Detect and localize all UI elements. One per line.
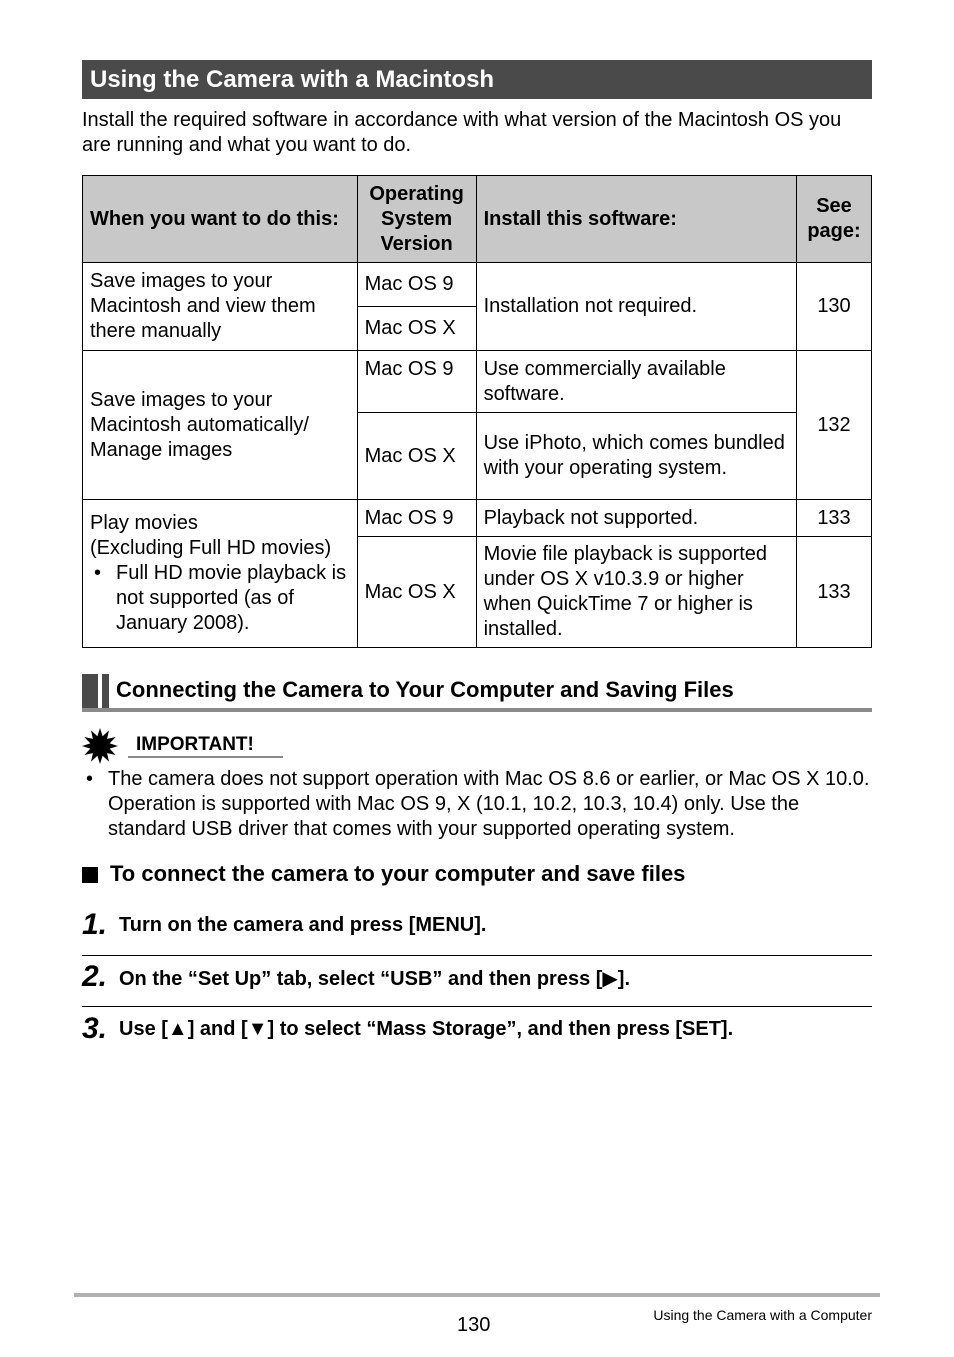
cell-os: Mac OS 9: [357, 500, 476, 537]
cell-want: Save images to your Macintosh and view them there manually: [83, 263, 358, 351]
cell-software: Use commercially available software.: [476, 351, 796, 413]
procedure-title: To connect the camera to your computer and save files: [110, 861, 686, 886]
black-square-icon: [82, 867, 98, 883]
cell-want: [83, 500, 358, 648]
step-number: 3.: [82, 1012, 108, 1045]
subsection-heading: [82, 674, 872, 712]
subsection-title: Connecting the Camera to Your Computer and Saving Files: [116, 677, 734, 702]
page-number: 130: [457, 1314, 491, 1336]
cell-software: Movie file playback is supported under OS X v10.3.9 or higher when QuickTime 7 or higher is installed.: [476, 537, 796, 648]
step-1: [82, 908, 872, 960]
important-underline: [128, 756, 283, 758]
step-text: Use [▲] and [▼] to select “Mass Storage”, and then press [SET].: [119, 1018, 734, 1040]
intro-text: Install the required software in accordance with what version of the Macintosh OS you are running and what you want to do.: [82, 109, 842, 156]
cell-os: Mac OS 9: [357, 351, 476, 413]
software-table: [82, 175, 872, 648]
heading-bar: [82, 674, 98, 712]
step-divider: [82, 955, 872, 956]
step-2: [82, 960, 872, 1012]
heading-bar: [102, 674, 109, 712]
cell-os: Mac OS 9: [357, 263, 476, 307]
cell-os: Mac OS X: [357, 537, 476, 648]
important-label: IMPORTANT!: [136, 734, 254, 755]
section-title: Using the Camera with a Macintosh: [82, 60, 872, 99]
procedure-heading: [82, 861, 685, 887]
bullet: •: [94, 562, 102, 584]
want-note: [90, 561, 350, 636]
cell-page: 132: [797, 351, 872, 500]
important-item: [82, 767, 872, 842]
important-callout: [82, 728, 287, 762]
step-text: On the “Set Up” tab, select “USB” and then press [▶].: [119, 968, 631, 990]
step-3: [82, 1012, 872, 1064]
table-row: [83, 351, 872, 413]
bullet: •: [86, 768, 94, 790]
table-header-row: [83, 176, 872, 263]
want-line: Play movies: [90, 512, 198, 534]
cell-os: Mac OS X: [357, 307, 476, 351]
table-row: [83, 263, 872, 307]
cell-page: 133: [797, 500, 872, 537]
cell-want: Save images to your Macintosh automatically/ Manage images: [83, 351, 358, 500]
cell-software: Use iPhoto, which comes bundled with your operating system.: [476, 413, 796, 500]
heading-underline: [82, 708, 872, 712]
header-os: Operating System Version: [357, 176, 476, 263]
footer-rule: [74, 1293, 880, 1297]
step-number: 2.: [82, 960, 108, 993]
want-note-text: Full HD movie playback is not supported (as of January 2008).: [116, 562, 347, 634]
want-line: (Excluding Full HD movies): [90, 537, 332, 559]
header-software: Install this software:: [476, 176, 796, 263]
footer-chapter: Using the Camera with a Computer: [653, 1307, 872, 1323]
cell-page: 130: [797, 263, 872, 351]
header-want: When you want to do this:: [83, 176, 358, 263]
cell-software: Playback not supported.: [476, 500, 796, 537]
starburst-icon: [82, 728, 118, 764]
cell-page: 133: [797, 537, 872, 648]
step-divider: [82, 1006, 872, 1007]
step-text: Turn on the camera and press [MENU].: [119, 914, 487, 936]
header-page: See page:: [797, 176, 872, 263]
step-number: 1.: [82, 908, 108, 941]
table-row: [83, 500, 872, 537]
important-text: The camera does not support operation with Mac OS 8.6 or earlier, or Mac OS X 10.0. Operation is supported with Mac OS 9, X (10.1, 10.2, 10.3, 10.4) only. Use the standard USB driver that comes with your supported operating system.: [108, 768, 870, 840]
cell-os: Mac OS X: [357, 413, 476, 500]
cell-software: Installation not required.: [476, 263, 796, 351]
